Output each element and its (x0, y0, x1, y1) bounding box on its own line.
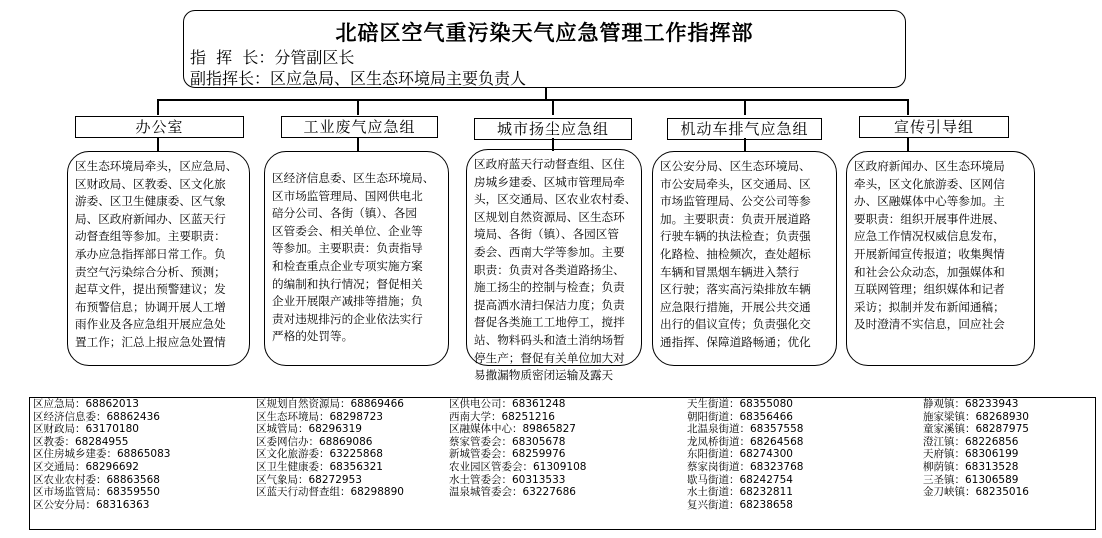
connector-branch-vehicle (744, 99, 746, 115)
contact-entry: 蔡家管委会：68305678 (449, 435, 566, 448)
contact-entry: 区财政局：63170180 (33, 423, 139, 436)
contact-entry: 金刀峡镇：68235016 (923, 486, 1029, 499)
contact-entry: 童家溪镇：68287975 (923, 423, 1029, 436)
connector-horizontal (157, 99, 908, 101)
contact-entry: 区气象局：68272953 (256, 473, 362, 486)
contact-entry: 区文化旅游委：63225868 (256, 448, 383, 461)
contact-entry: 北温泉街道：68357558 (687, 423, 804, 436)
contact-entry: 区市场监管局：68359550 (33, 486, 160, 499)
group-industrial-emission: 工业废气应急组 (281, 116, 438, 138)
contact-entry: 区供电公司：68361248 (449, 398, 566, 410)
contact-entry: 区经济信息委：68862436 (33, 410, 160, 423)
contact-entry: 区卫生健康委：68356321 (256, 460, 383, 473)
duty-box-office (67, 151, 250, 366)
contact-entry: 水土街道：68232811 (687, 486, 793, 499)
contact-column-4 (687, 398, 803, 511)
duty-text-urban-dust: 区政府蓝天行动督查组、区住 房城乡建委、区城市管理局牵 头，区交通局、区农业农村委、 区规划自然资源局、区生态环 境局、各街（镇）、各园区管 委会、西南大学等参加。主要 职责：负责对各类道路扬尘、 施工扬尘的控制与检查；负责 提高洒水清扫保洁力度；负责 督促各类施工工地停工，搅拌 站、物料码头和渣土消纳场暂 停生产；督促有关单位加大对 易撒漏物质密闭运输及露天 (474, 157, 637, 383)
connector-industry-duty (357, 138, 359, 151)
contact-entry: 复兴街道：68238658 (687, 498, 793, 511)
contact-column-1 (33, 398, 170, 511)
contact-entry: 区融媒体中心：89865827 (449, 423, 576, 436)
duty-text-industrial-emission: 区经济信息委、区生态环境局、 区市场监管理局、国网供电北 碚分公司、各街（镇）、各园 区管委会、相关单位、企业等 等参加。主要职责：负责指导 和检查重点企业专项实施方案 的编制和执行情况；督促相关 企业开展限产减排等措施；负 责对违规排污的企业依法实行 严格的处罚等。 (272, 171, 435, 344)
group-urban-dust: 城市扬尘应急组 (474, 118, 632, 140)
commander-row (190, 45, 354, 68)
connector-office-duty (157, 138, 159, 151)
connector-branch-publicity (907, 99, 909, 115)
contact-entry: 区应急局：68862013 (33, 398, 139, 410)
connector-publicity-duty (907, 138, 909, 151)
group-vehicle-emission: 机动车排气应急组 (667, 118, 822, 140)
contact-entry: 区交通局：68296692 (33, 460, 139, 473)
group-office: 办公室 (75, 116, 244, 138)
contact-entry: 天府镇：68306199 (923, 448, 1019, 461)
connector-branch-office (157, 99, 159, 115)
contact-entry: 天生街道：68355080 (687, 398, 793, 410)
contact-table (29, 397, 1096, 530)
contact-entry: 区城管局：68296319 (256, 423, 362, 436)
contact-entry: 水土管委会：60313533 (449, 473, 566, 486)
contact-entry: 区规划自然资源局：68869466 (256, 398, 404, 410)
contact-entry: 新城管委会：68259976 (449, 448, 566, 461)
contact-entry: 区公安分局：68316363 (33, 498, 150, 511)
commander-label: 指 挥 长： (190, 48, 275, 67)
connector-branch-industry (357, 99, 359, 115)
contact-entry: 龙凤桥街道：68264568 (687, 435, 804, 448)
contact-entry: 静观镇：68233943 (923, 398, 1019, 410)
contact-column-5 (923, 398, 1029, 499)
duty-box-publicity (846, 151, 1035, 366)
contact-entry: 澄江镇：68226856 (923, 435, 1019, 448)
deputy-row (190, 66, 526, 89)
commander-value: 分管副区长 (274, 48, 355, 67)
duty-box-industrial-emission (264, 151, 449, 366)
duty-box-vehicle-emission (652, 151, 837, 366)
deputy-value: 区应急局、区生态环境局主要负责人 (270, 69, 527, 88)
command-header (183, 10, 906, 88)
duty-text-vehicle-emission: 区公安分局、区生态环境局、 市公安局牵头，区交通局、区 市场监管理局、公交公司等参 加。主要职责：负责开展道路 行驶车辆的执法检查；负责强 化路检、抽检频次，查处超标 车辆和冒黑烟车辆进入禁行 区行驶；落实高污染排放车辆 应急限行措施，开展公共交通 出行的倡议宣传；负责强化交 通指挥、保障道路畅通；优化 (660, 159, 811, 349)
duty-box-urban-dust (466, 149, 642, 383)
group-publicity: 宣传引导组 (859, 116, 1009, 138)
contact-entry: 区农业农村委：68863568 (33, 473, 160, 486)
connector-branch-dust (552, 99, 554, 115)
contact-entry: 东阳街道：68274300 (687, 448, 793, 461)
contact-entry: 朝阳街道：68356466 (687, 410, 793, 423)
contact-entry: 区教委：68284955 (33, 435, 129, 448)
contact-entry: 区蓝天行动督查组：68298890 (256, 486, 404, 499)
contact-column-3 (449, 398, 586, 499)
contact-entry: 区住房城乡建委：68865083 (33, 448, 171, 461)
deputy-label: 副指挥长： (190, 69, 271, 88)
contact-entry: 温泉城管委会：63227686 (449, 486, 576, 499)
contact-column-2 (256, 398, 404, 499)
contact-entry: 区委网信办：68869086 (256, 435, 373, 448)
contact-entry: 施家梁镇：68268930 (923, 410, 1029, 423)
chart-title: 北碚区空气重污染天气应急管理工作指挥部 (335, 21, 754, 45)
contact-entry: 歇马街道：68242754 (687, 473, 793, 486)
contact-entry: 柳荫镇：68313528 (923, 460, 1019, 473)
duty-text-publicity: 区政府新闻办、区生态环境局 牵头，区文化旅游委、区网信 办、区融媒体中心等参加。主 要职责：组织开展事件进展、 应急工作情况权威信息发布， 开展新闻宣传报道；收集舆情 和社会公众动态，加强媒体和 互联网管理；组织媒体和记者 采访；拟制并发布新闻通稿； 及时澄清不实信息，回应社会 (854, 159, 1005, 332)
duty-text-office: 区生态环境局牵头，区应急局、 区财政局、区教委、区文化旅 游委、区卫生健康委、区气象 局、区政府新闻办、区蓝天行 动督查组等参加。主要职责： 承办应急指挥部日常工作。负 责空气污染综合分析、预测； 起草文件，提出预警建议；发 布预警信息；协调开展人工增 雨作业及各应急组开展应急处 置工作；汇总上报应急处置情 (75, 159, 238, 349)
contact-entry: 西南大学：68251216 (449, 410, 555, 423)
contact-entry: 三圣镇：61306589 (923, 473, 1019, 486)
contact-entry: 区生态环境局：68298723 (256, 410, 383, 423)
contact-entry: 蔡家岗街道：68323768 (687, 460, 804, 473)
contact-entry: 农业园区管委会：61309108 (449, 460, 587, 473)
